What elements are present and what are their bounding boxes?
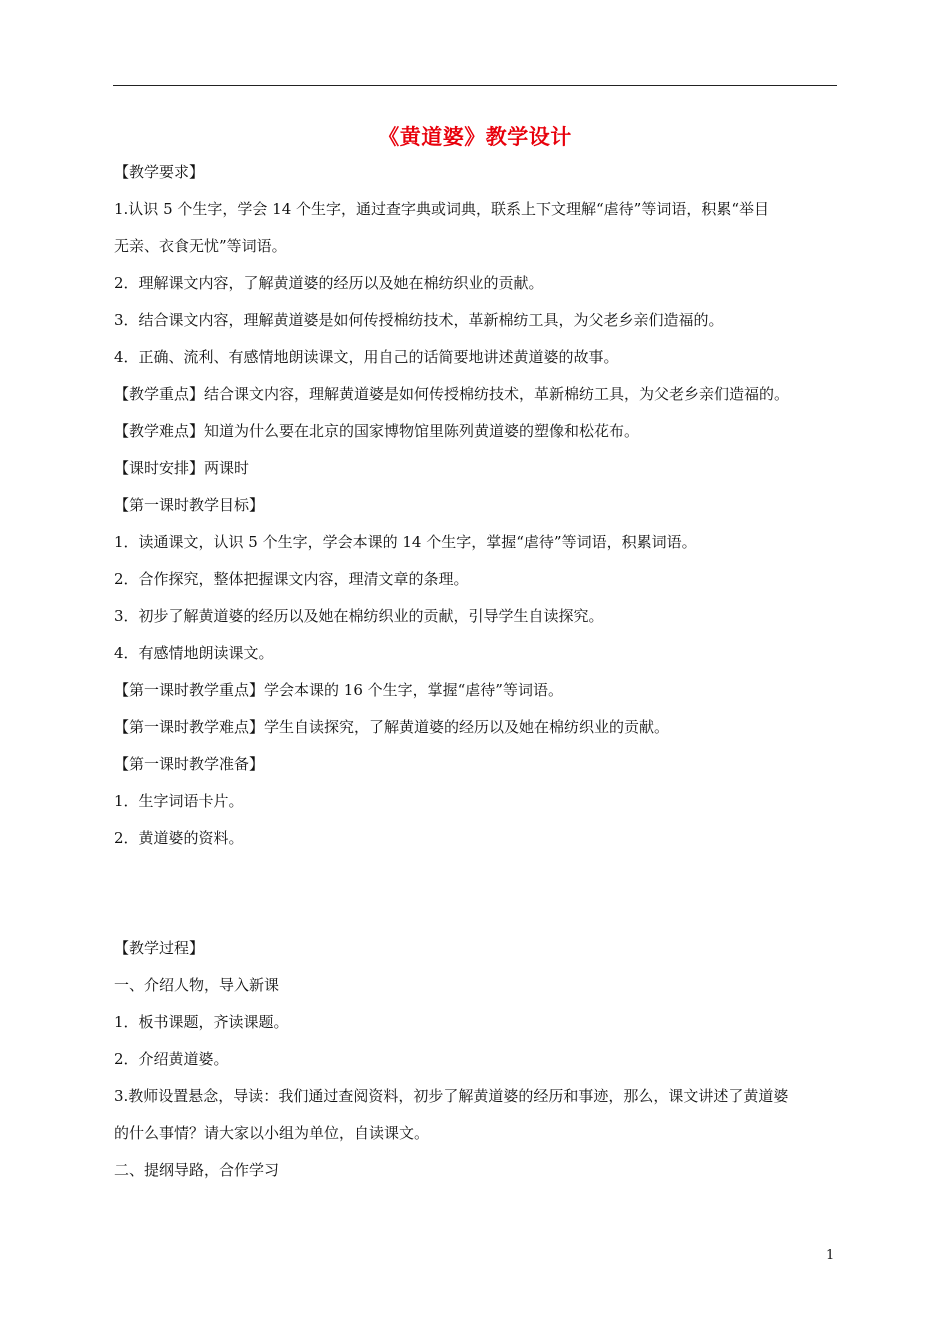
requirement-item-2: 2．理解课文内容，了解黄道婆的经历以及她在棉纺织业的贡献。 — [114, 274, 544, 292]
header-rule — [113, 85, 837, 86]
process-step-1-item-3-continued: 的什么事情？请大家以小组为单位，自读课文。 — [114, 1124, 430, 1142]
requirement-item-1-continued: 无亲、衣食无忧”等词语。 — [114, 237, 287, 255]
section-heading-first-lesson-goals: 【第一课时教学目标】 — [114, 496, 265, 514]
process-step-1-heading: 一、介绍人物，导入新课 — [114, 976, 280, 994]
preparation-item-1: 1．生字词语卡片。 — [114, 792, 244, 810]
requirement-item-3: 3．结合课文内容，理解黄道婆是如何传授棉纺技术，革新棉纺工具，为父老乡亲们造福的。 — [114, 311, 724, 329]
process-step-1-item-2: 2．介绍黄道婆。 — [114, 1050, 229, 1068]
goal-item-3: 3．初步了解黄道婆的经历以及她在棉纺织业的贡献，引导学生自读探究。 — [114, 607, 604, 625]
section-heading-teaching-requirements: 【教学要求】 — [114, 163, 205, 181]
section-heading-teaching-process: 【教学过程】 — [114, 939, 205, 957]
goal-item-1: 1．读通课文，认识 5 个生字，学会本课的 14 个生字，掌握“虐待”等词语，积累词语。 — [114, 533, 697, 551]
class-schedule: 【课时安排】两课时 — [114, 459, 250, 477]
preparation-item-2: 2．黄道婆的资料。 — [114, 829, 244, 847]
teaching-difficulty: 【教学难点】知道为什么要在北京的国家博物馆里陈列黄道婆的塑像和松花布。 — [114, 422, 640, 440]
section-heading-first-lesson-preparation: 【第一课时教学准备】 — [114, 755, 265, 773]
teaching-focus: 【教学重点】结合课文内容，理解黄道婆是如何传授棉纺技术，革新棉纺工具，为父老乡亲们造福的。 — [114, 385, 790, 403]
requirement-item-4: 4．正确、流利、有感情地朗读课文，用自己的话简要地讲述黄道婆的故事。 — [114, 348, 619, 366]
process-step-2-heading: 二、提纲导路，合作学习 — [114, 1161, 280, 1179]
goal-item-4: 4．有感情地朗读课文。 — [114, 644, 274, 662]
goal-item-2: 2．合作探究，整体把握课文内容，理清文章的条理。 — [114, 570, 469, 588]
document-title: 《黄道婆》教学设计 — [378, 125, 572, 149]
requirement-item-1: 1.认识 5 个生字，学会 14 个生字，通过查字典或词典，联系上下文理解“虐待”等词语，积累“举目 — [114, 200, 770, 218]
first-lesson-focus: 【第一课时教学重点】学会本课的 16 个生字，掌握“虐待”等词语。 — [114, 681, 563, 699]
page-number: 1 — [826, 1248, 835, 1263]
process-step-1-item-3: 3.教师设置悬念，导读：我们通过查阅资料，初步了解黄道婆的经历和事迹，那么，课文讲述了黄道婆 — [114, 1087, 789, 1105]
first-lesson-difficulty: 【第一课时教学难点】学生自读探究，了解黄道婆的经历以及她在棉纺织业的贡献。 — [114, 718, 670, 736]
process-step-1-item-1: 1．板书课题，齐读课题。 — [114, 1013, 289, 1031]
